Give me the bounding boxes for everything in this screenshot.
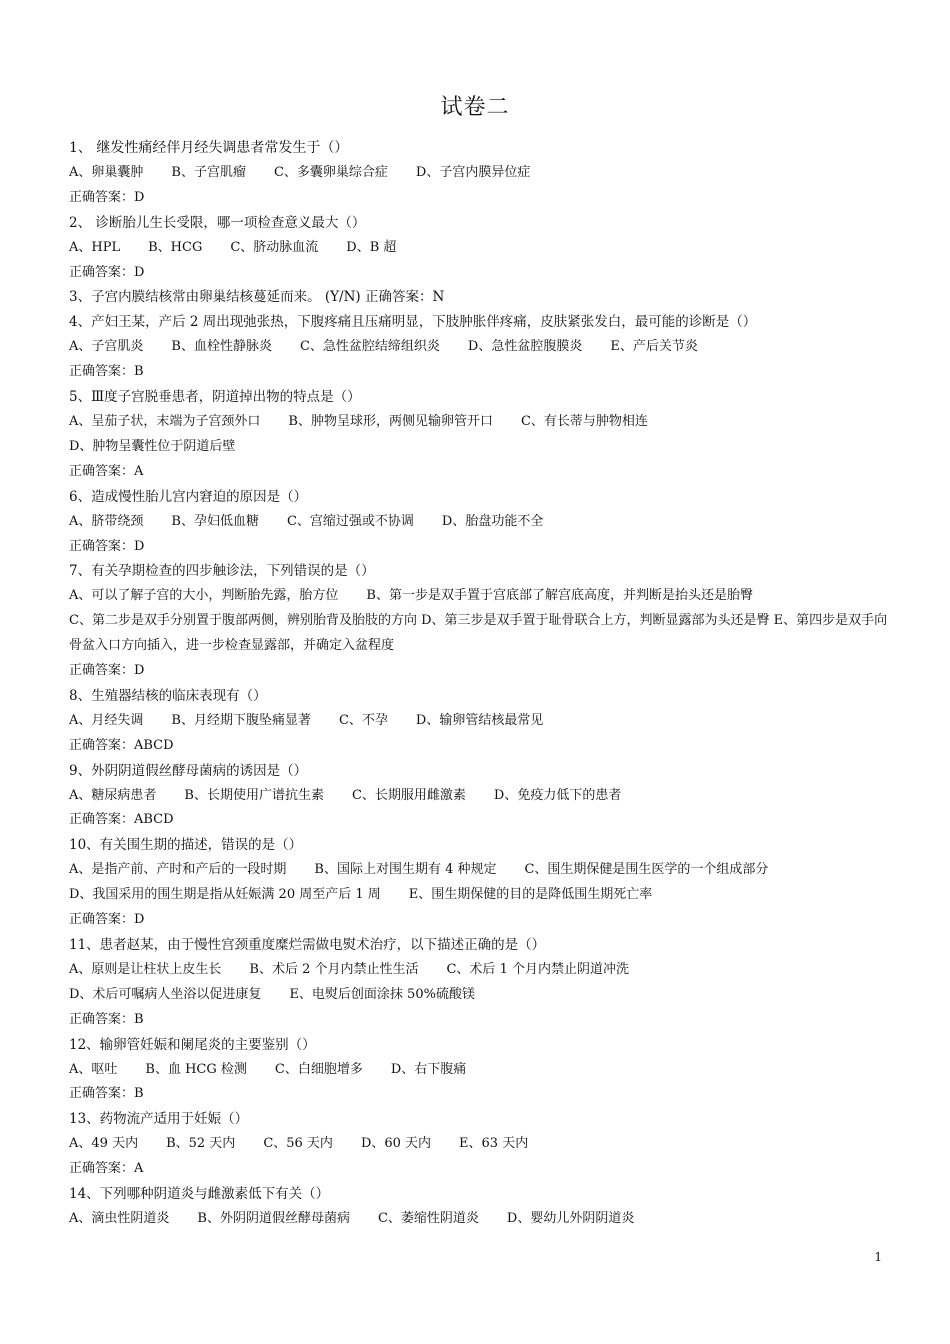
option-text: C、多囊卵巢综合症 bbox=[273, 164, 388, 180]
question-text: 12、输卵管妊娠和阑尾炎的主要鉴别（） bbox=[69, 1036, 316, 1053]
options-row bbox=[69, 784, 899, 809]
option-text: A、49 天内 bbox=[69, 1136, 139, 1152]
option-text: C、有长蒂与肿物相连 bbox=[520, 413, 648, 429]
option-text: B、月经期下腹坠痛显著 bbox=[171, 712, 311, 728]
option-text: B、第一步是双手置于宫底部了解宫底高度，并判断是抬头还是胎臀 bbox=[366, 588, 753, 604]
question-block bbox=[69, 933, 899, 1033]
options-row bbox=[69, 410, 899, 435]
question-block bbox=[69, 1107, 899, 1182]
options-row bbox=[69, 584, 899, 609]
option-text: A、月经失调 bbox=[69, 712, 144, 728]
question-text: 11、患者赵某，由于慢性宫颈重度糜烂需做电熨术治疗，以下描述正确的是（） bbox=[69, 937, 546, 953]
option-text: A、原则是让柱状上皮生长 bbox=[69, 961, 222, 977]
options-row bbox=[69, 983, 899, 1008]
answer-text: 正确答案：B bbox=[69, 1011, 144, 1027]
option-text: E、围生期保健的目的是降低围生期死亡率 bbox=[408, 887, 653, 903]
answer-text: 正确答案：A bbox=[69, 1161, 144, 1177]
answer-text: 正确答案：D bbox=[69, 912, 145, 928]
question-block bbox=[69, 485, 899, 560]
option-text: B、外阴阴道假丝酵母菌病 bbox=[197, 1210, 350, 1226]
question-text: 5、Ⅲ度子宫脱垂患者，阴道掉出物的特点是（） bbox=[69, 389, 361, 406]
options-row bbox=[69, 709, 899, 734]
question-block bbox=[69, 385, 899, 485]
answer-text: 正确答案：B bbox=[69, 1086, 144, 1102]
option-text: D、输卵管结核最常见 bbox=[415, 712, 544, 728]
option-text: A、呈茄子状，末端为子宫颈外口 bbox=[69, 413, 261, 429]
options-paragraph: C、第二步是双手分别置于腹部两侧，辨别胎背及胎肢的方向 D、第三步是双手置于耻骨联合上方，判断显露部为头还是臀 E、第四步是双手向骨盆入口方向插入，进一步检查显露部，并确定入盆程度 bbox=[69, 613, 888, 654]
answer-text: 正确答案：B bbox=[69, 364, 144, 380]
option-text: D、术后可嘱病人坐浴以促进康复 bbox=[69, 986, 262, 1002]
question-text: 9、外阴阴道假丝酵母菌病的诱因是（） bbox=[69, 762, 308, 779]
option-text: D、右下腹痛 bbox=[390, 1061, 467, 1077]
option-text: D、免疫力低下的患者 bbox=[493, 787, 622, 803]
answer-text: 正确答案：A bbox=[69, 463, 144, 479]
option-text: A、卵巢囊肿 bbox=[69, 164, 144, 180]
option-text: A、HPL bbox=[69, 239, 121, 255]
option-text: B、血 HCG 检测 bbox=[145, 1061, 247, 1077]
answer-text: 正确答案：D bbox=[69, 663, 145, 679]
option-text: C、宫缩过强或不协调 bbox=[286, 513, 414, 529]
option-text: D、B 超 bbox=[346, 239, 397, 255]
question-text: 7、有关孕期检查的四步触诊法，下列错误的是（） bbox=[69, 563, 375, 580]
question-text: 13、药物流产适用于妊娠（） bbox=[69, 1111, 249, 1128]
options-row bbox=[69, 435, 899, 460]
question-block bbox=[69, 310, 899, 385]
option-text: C、围生期保健是围生医学的一个组成部分 bbox=[524, 862, 769, 878]
question-text: 6、造成慢性胎儿宫内窘迫的原因是（） bbox=[69, 488, 308, 505]
page-title: 试卷二 bbox=[440, 95, 510, 120]
option-text: B、长期使用广谱抗生素 bbox=[184, 787, 324, 803]
option-text: B、肿物呈球形，两侧见输卵管开口 bbox=[288, 413, 493, 429]
options-row bbox=[69, 510, 899, 535]
options-row bbox=[69, 1207, 899, 1232]
option-text: D、急性盆腔腹膜炎 bbox=[467, 339, 583, 355]
option-text: A、脐带绕颈 bbox=[69, 513, 144, 529]
question-block bbox=[69, 559, 899, 684]
options-row bbox=[69, 1058, 899, 1083]
options-row bbox=[69, 883, 899, 908]
option-text: C、脐动脉血流 bbox=[230, 239, 319, 255]
answer-text: 正确答案：ABCD bbox=[69, 812, 174, 828]
question-block bbox=[69, 211, 899, 286]
question-text: 4、产妇王某，产后 2 周出现弛张热，下腹疼痛且压痛明显，下肢肿胀伴疼痛，皮肤紧张发白，最可能的诊断是（） bbox=[69, 314, 757, 331]
option-text: C、56 天内 bbox=[263, 1136, 333, 1152]
question-text: 10、有关围生期的描述，错误的是（） bbox=[69, 837, 303, 854]
question-text: 14、下列哪种阴道炎与雌激素低下有关（） bbox=[69, 1186, 330, 1203]
option-text: D、我国采用的围生期是指从妊娠满 20 周至产后 1 周 bbox=[69, 887, 381, 903]
option-text: C、长期服用雌激素 bbox=[351, 787, 466, 803]
option-text: A、糖尿病患者 bbox=[69, 787, 157, 803]
option-text: C、萎缩性阴道炎 bbox=[377, 1210, 479, 1226]
option-text: B、52 天内 bbox=[166, 1136, 236, 1152]
option-text: A、子宫肌炎 bbox=[69, 339, 144, 355]
option-text: B、孕妇低血糖 bbox=[171, 513, 259, 529]
question-block bbox=[69, 1182, 899, 1232]
option-text: C、术后 1 个月内禁止阴道冲洗 bbox=[446, 961, 629, 977]
answer-text: 正确答案：D bbox=[69, 264, 145, 280]
option-text: A、可以了解子宫的大小，判断胎先露，胎方位 bbox=[69, 588, 339, 604]
question-text: 1、 继发性痛经伴月经失调患者常发生于（） bbox=[69, 140, 349, 156]
option-text: B、子宫肌瘤 bbox=[171, 164, 246, 180]
option-text: B、国际上对围生期有 4 种规定 bbox=[314, 862, 497, 878]
option-text: E、电熨后创面涂抹 50%硫酸镁 bbox=[289, 986, 475, 1002]
question-block bbox=[69, 684, 899, 759]
option-text: C、不孕 bbox=[338, 712, 388, 728]
option-text: D、婴幼儿外阴阴道炎 bbox=[506, 1210, 635, 1226]
options-row bbox=[69, 236, 899, 261]
question-text: 3、子宫内膜结核常由卵巢结核蔓延而来。 (Y/N) 正确答案：N bbox=[69, 289, 445, 306]
option-text: E、产后关节炎 bbox=[610, 339, 698, 355]
option-text: C、白细胞增多 bbox=[274, 1061, 363, 1077]
option-text: D、60 天内 bbox=[360, 1136, 432, 1152]
question-block bbox=[69, 136, 899, 211]
option-text: D、胎盘功能不全 bbox=[441, 513, 544, 529]
question-block bbox=[69, 285, 899, 310]
option-text: C、急性盆腔结缔组织炎 bbox=[299, 339, 440, 355]
question-block bbox=[69, 1033, 899, 1108]
answer-text: 正确答案：D bbox=[69, 538, 145, 554]
question-text: 8、生殖器结核的临床表现有（） bbox=[69, 687, 267, 704]
question-block bbox=[69, 759, 899, 834]
option-text: B、血栓性静脉炎 bbox=[171, 339, 272, 355]
option-text: D、肿物呈囊性位于阴道后壁 bbox=[69, 438, 236, 454]
question-list bbox=[69, 136, 899, 1232]
option-text: A、是指产前、产时和产后的一段时期 bbox=[69, 862, 287, 878]
options-row bbox=[69, 161, 899, 186]
option-text: D、子宫内膜异位症 bbox=[415, 164, 531, 180]
question-block bbox=[69, 833, 899, 933]
option-text: B、HCG bbox=[148, 239, 203, 255]
question-text: 2、 诊断胎儿生长受限，哪一项检查意义最大（） bbox=[69, 214, 366, 231]
answer-text: 正确答案：ABCD bbox=[69, 737, 174, 753]
options-row bbox=[69, 958, 899, 983]
options-row bbox=[69, 858, 899, 883]
page-number: 1 bbox=[874, 1250, 882, 1264]
answer-text: 正确答案：D bbox=[69, 189, 145, 205]
option-text: B、术后 2 个月内禁止性生活 bbox=[249, 961, 419, 977]
options-row bbox=[69, 335, 899, 360]
option-text: E、63 天内 bbox=[459, 1136, 529, 1152]
options-row bbox=[69, 1132, 899, 1157]
option-text: A、滴虫性阴道炎 bbox=[69, 1210, 170, 1226]
option-text: A、呕吐 bbox=[69, 1061, 118, 1077]
